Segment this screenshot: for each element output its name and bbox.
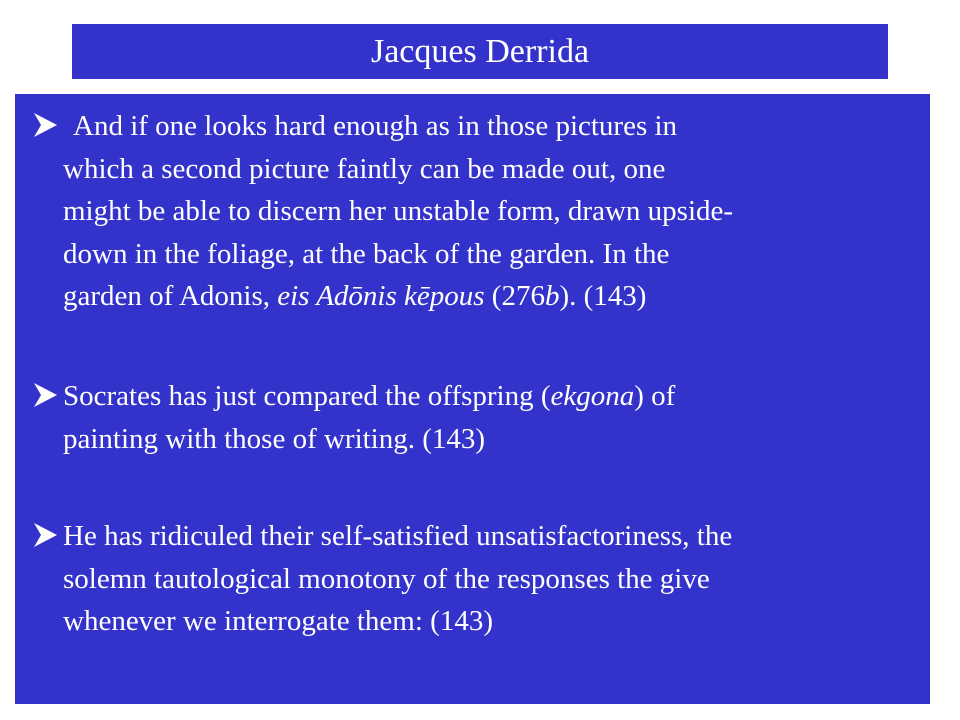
- text-line: solemn tautological monotony of the responses the give: [63, 562, 710, 595]
- text-run: ). (143): [559, 280, 647, 312]
- text-line: And if one looks hard enough as in those pictures in: [73, 110, 678, 142]
- content-panel: [15, 94, 930, 704]
- slide-title: Jacques Derrida: [370, 32, 590, 70]
- text-run: Socrates has just compared the offspring (: [63, 380, 551, 412]
- text-line: [63, 375, 920, 418]
- text-run: ) of: [634, 380, 676, 412]
- citation-letter: b: [544, 280, 560, 312]
- arrowhead-bullet-icon: [31, 111, 59, 139]
- bullet-text: [63, 375, 920, 460]
- text-line: might be able to discern her unstable form, drawn upside-: [63, 195, 734, 227]
- text-run: garden of Adonis,: [63, 280, 278, 312]
- text-line: which a second picture faintly can be made out, one: [63, 152, 666, 185]
- text-run: (276: [484, 280, 545, 312]
- text-line: painting with those of writing. (143): [63, 422, 486, 455]
- greek-word: ekgona: [550, 380, 635, 412]
- greek-phrase: eis Adōnis kēpous: [277, 280, 485, 312]
- bullet-item-2: [15, 375, 920, 460]
- slide-title-bar: [72, 24, 888, 79]
- bullet-text: [63, 515, 920, 643]
- text-line: [63, 275, 920, 318]
- bullet-item-1: [15, 105, 920, 318]
- text-line: whenever we interrogate them: (143): [63, 605, 493, 637]
- arrowhead-bullet-icon: [31, 381, 59, 409]
- text-line: He has ridiculed their self-satisfied unsatisfactoriness, the: [63, 520, 733, 552]
- text-line: down in the foliage, at the back of the garden. In the: [63, 237, 670, 270]
- arrowhead-bullet-icon: [31, 521, 59, 549]
- bullet-text: [63, 105, 920, 318]
- bullet-item-3: [15, 515, 920, 643]
